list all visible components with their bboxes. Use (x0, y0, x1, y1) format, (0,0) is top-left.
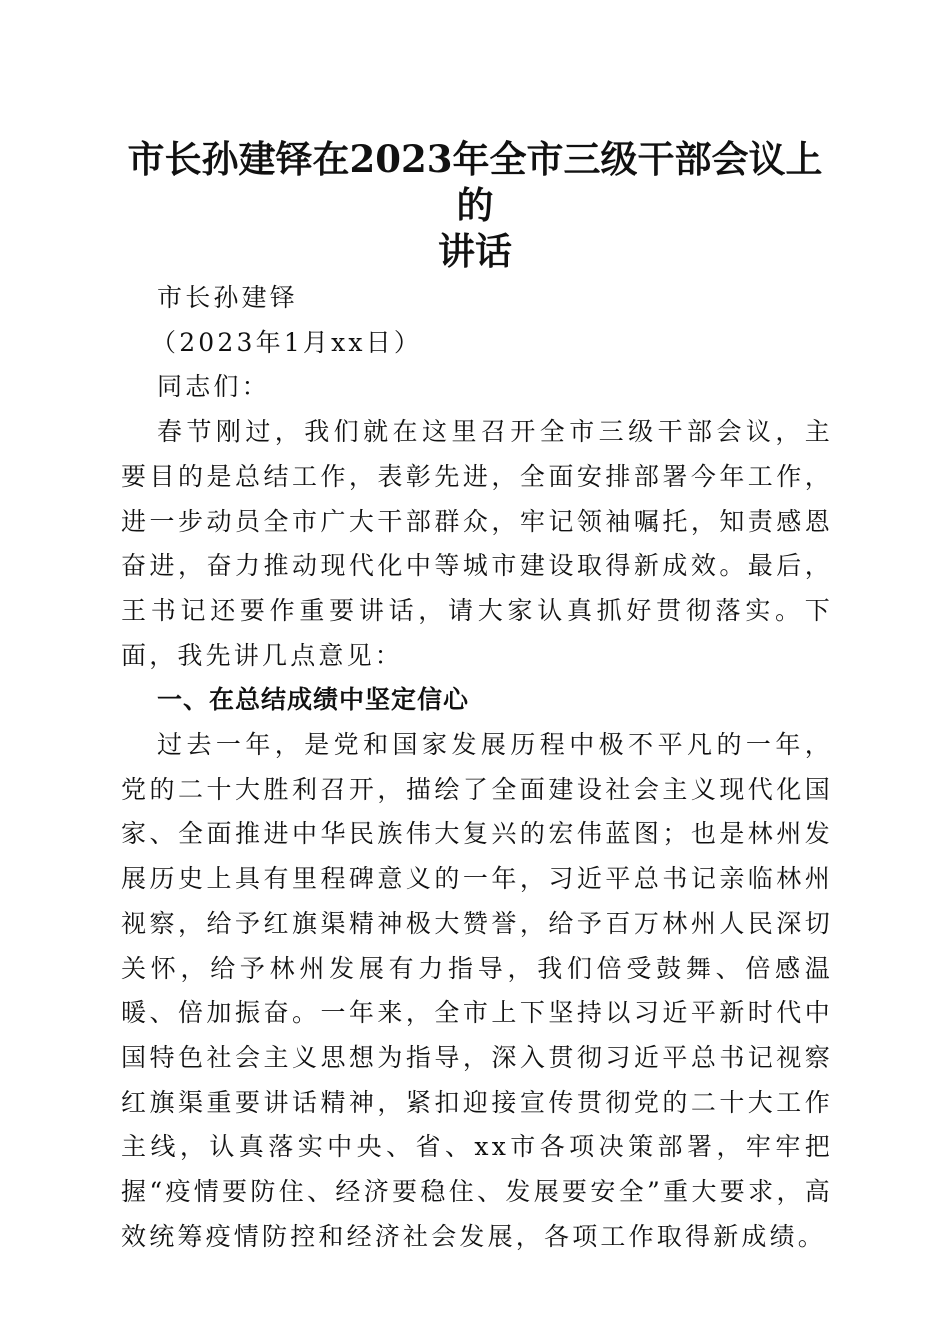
title-line-2: 讲话 (438, 229, 512, 273)
salutation-line: 同志们： (157, 372, 270, 402)
section-1-heading: 一、在总结成绩中坚定信心 (157, 685, 470, 715)
intro-paragraph: 春节刚过，我们就在这里召开全市三级干部会议，主要目的是总结工作，表彰先进，全面安排部署今年工作，进一步动员全市广大干部群众，牢记领袖嘱托，知责感恩奋进，奋力推动现代化中等城市建设取得新成效。最后，王书记还要作重要讲话，请大家认真抓好贯彻落实。下面，我先讲几点意见： (121, 417, 833, 670)
title-line-1: 市长孙建铎在2023年全市三级干部会议上的 (127, 137, 823, 227)
author-line: 市长孙建铎 (157, 283, 299, 312)
document-title (110, 136, 840, 274)
section-1-paragraph: 过去一年，是党和国家发展历程中极不平凡的一年，党的二十大胜利召开，描绘了全面建设社会主义现代化国家、全面推进中华民族伟大复兴的宏伟蓝图；也是林州发展历史上具有里程碑意义的一年，习近平总书记亲临林州视察，给予红旗渠精神极大赞誉，给予百万林州人民深切关怀，给予林州发展有力指导，我们倍受鼓舞、倍感温暖、倍加振奋。一年来，全市上下坚持以习近平新时代中国特色社会主义思想为指导，深入贯彻习近平总书记视察红旗渠重要讲话精神，紧扣迎接宣传贯彻党的二十大工作主线，认真落实中央、省、xx市各项决策部署，牢牢把握“疫情要防住、经济要稳住、发展要安全”重大要求，高效统筹疫情防控和经济社会发展，各项工作取得新成绩。 (121, 730, 833, 1251)
document-body (121, 276, 833, 1259)
date-line: （2023年1月xx日） (151, 327, 423, 357)
